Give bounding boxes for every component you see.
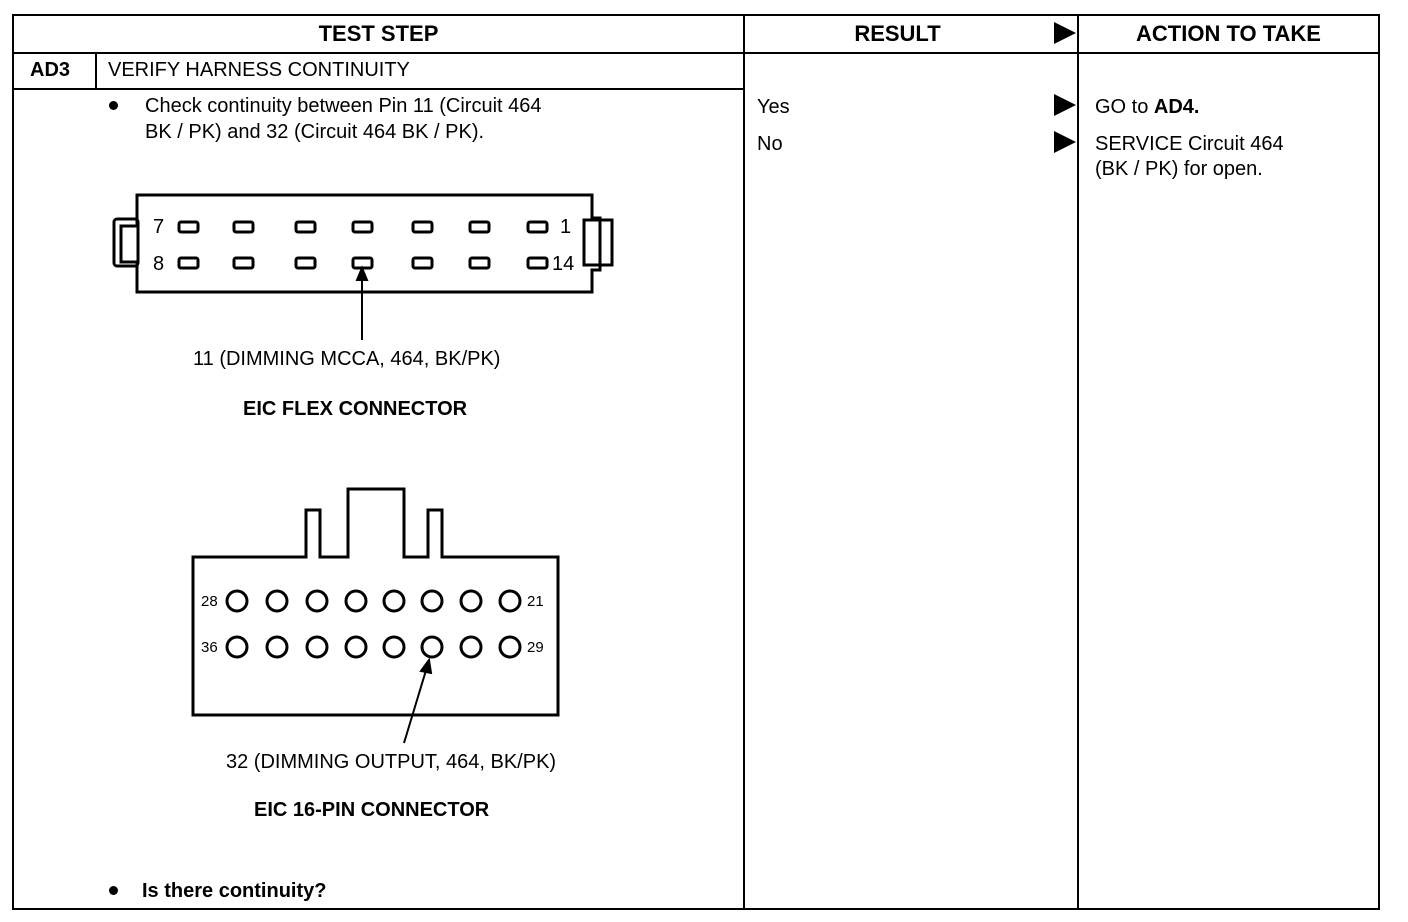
flex-connector-caption: EIC FLEX CONNECTOR: [243, 398, 468, 420]
sixteen-pin: [384, 637, 404, 657]
result-no: No: [757, 133, 783, 155]
sixteen-pin: [307, 591, 327, 611]
sixteen-pin-label-21: 21: [527, 593, 544, 610]
flex-pin-label-14: 14: [552, 253, 575, 275]
sixteen-pin: [422, 637, 442, 657]
flex-callout-leader: [357, 268, 367, 340]
flex-callout-label: 11 (DIMMING MCCA, 464, BK/PK): [193, 348, 501, 370]
sixteen-callout-leader: [404, 660, 431, 743]
flex-pin: [234, 258, 253, 268]
flex-connector-pins: [179, 222, 547, 268]
question-bullet: [109, 886, 118, 895]
flex-pin: [296, 222, 315, 232]
flex-pin: [470, 222, 489, 232]
result-yes: Yes: [757, 96, 790, 118]
flex-pin: [528, 222, 547, 232]
flex-pin: [353, 258, 372, 268]
sixteen-pin: [461, 637, 481, 657]
sixteen-pin: [346, 637, 366, 657]
sixteen-pin: [267, 591, 287, 611]
flex-pin-label-1: 1: [560, 216, 572, 238]
flex-pin-label-8: 8: [153, 253, 165, 275]
question-text: Is there continuity?: [142, 880, 327, 902]
action-no-line-1: SERVICE Circuit 464: [1095, 133, 1284, 155]
action-yes-text: GO to: [1095, 96, 1154, 118]
action-yes-target: AD4.: [1153, 96, 1200, 118]
sixteen-pin: [227, 591, 247, 611]
sixteen-pin-label-28: 28: [201, 593, 218, 610]
sixteen-pin: [500, 637, 520, 657]
flex-connector-right-latch: [584, 220, 612, 265]
step-id: AD3: [30, 59, 71, 81]
flex-pin: [179, 258, 198, 268]
instruction-line-1: Check continuity between Pin 11 (Circuit 464: [145, 95, 542, 117]
sixteen-pin: [307, 637, 327, 657]
flex-pin: [413, 222, 432, 232]
sixteen-pin-label-29: 29: [527, 639, 544, 656]
flex-pin: [296, 258, 315, 268]
instruction-line-2: BK / PK) and 32 (Circuit 464 BK / PK).: [145, 121, 485, 143]
header-action-to-take: ACTION TO TAKE: [1136, 21, 1321, 46]
sixteen-pin: [461, 591, 481, 611]
flex-pin: [234, 222, 253, 232]
sixteen-pin: [346, 591, 366, 611]
header-result: RESULT: [854, 21, 941, 46]
flex-pin: [179, 222, 198, 232]
flex-pin: [413, 258, 432, 268]
flex-pin-label-7: 7: [153, 216, 165, 238]
sixteen-callout-label: 32 (DIMMING OUTPUT, 464, BK/PK): [226, 751, 557, 773]
sixteen-pin-connector-pins: [227, 591, 520, 657]
sixteen-pin: [500, 591, 520, 611]
header-test-step: TEST STEP: [318, 21, 439, 46]
flex-pin: [353, 222, 372, 232]
sixteen-pin: [267, 637, 287, 657]
sixteen-pin: [227, 637, 247, 657]
sixteen-pin: [422, 591, 442, 611]
sixteen-pin: [384, 591, 404, 611]
step-title: VERIFY HARNESS CONTINUITY: [108, 59, 410, 81]
sixteen-connector-caption: EIC 16-PIN CONNECTOR: [254, 799, 490, 821]
flex-pin: [470, 258, 489, 268]
sixteen-pin-label-36: 36: [201, 639, 218, 656]
action-no-line-2: (BK / PK) for open.: [1095, 158, 1263, 180]
flex-pin: [528, 258, 547, 268]
